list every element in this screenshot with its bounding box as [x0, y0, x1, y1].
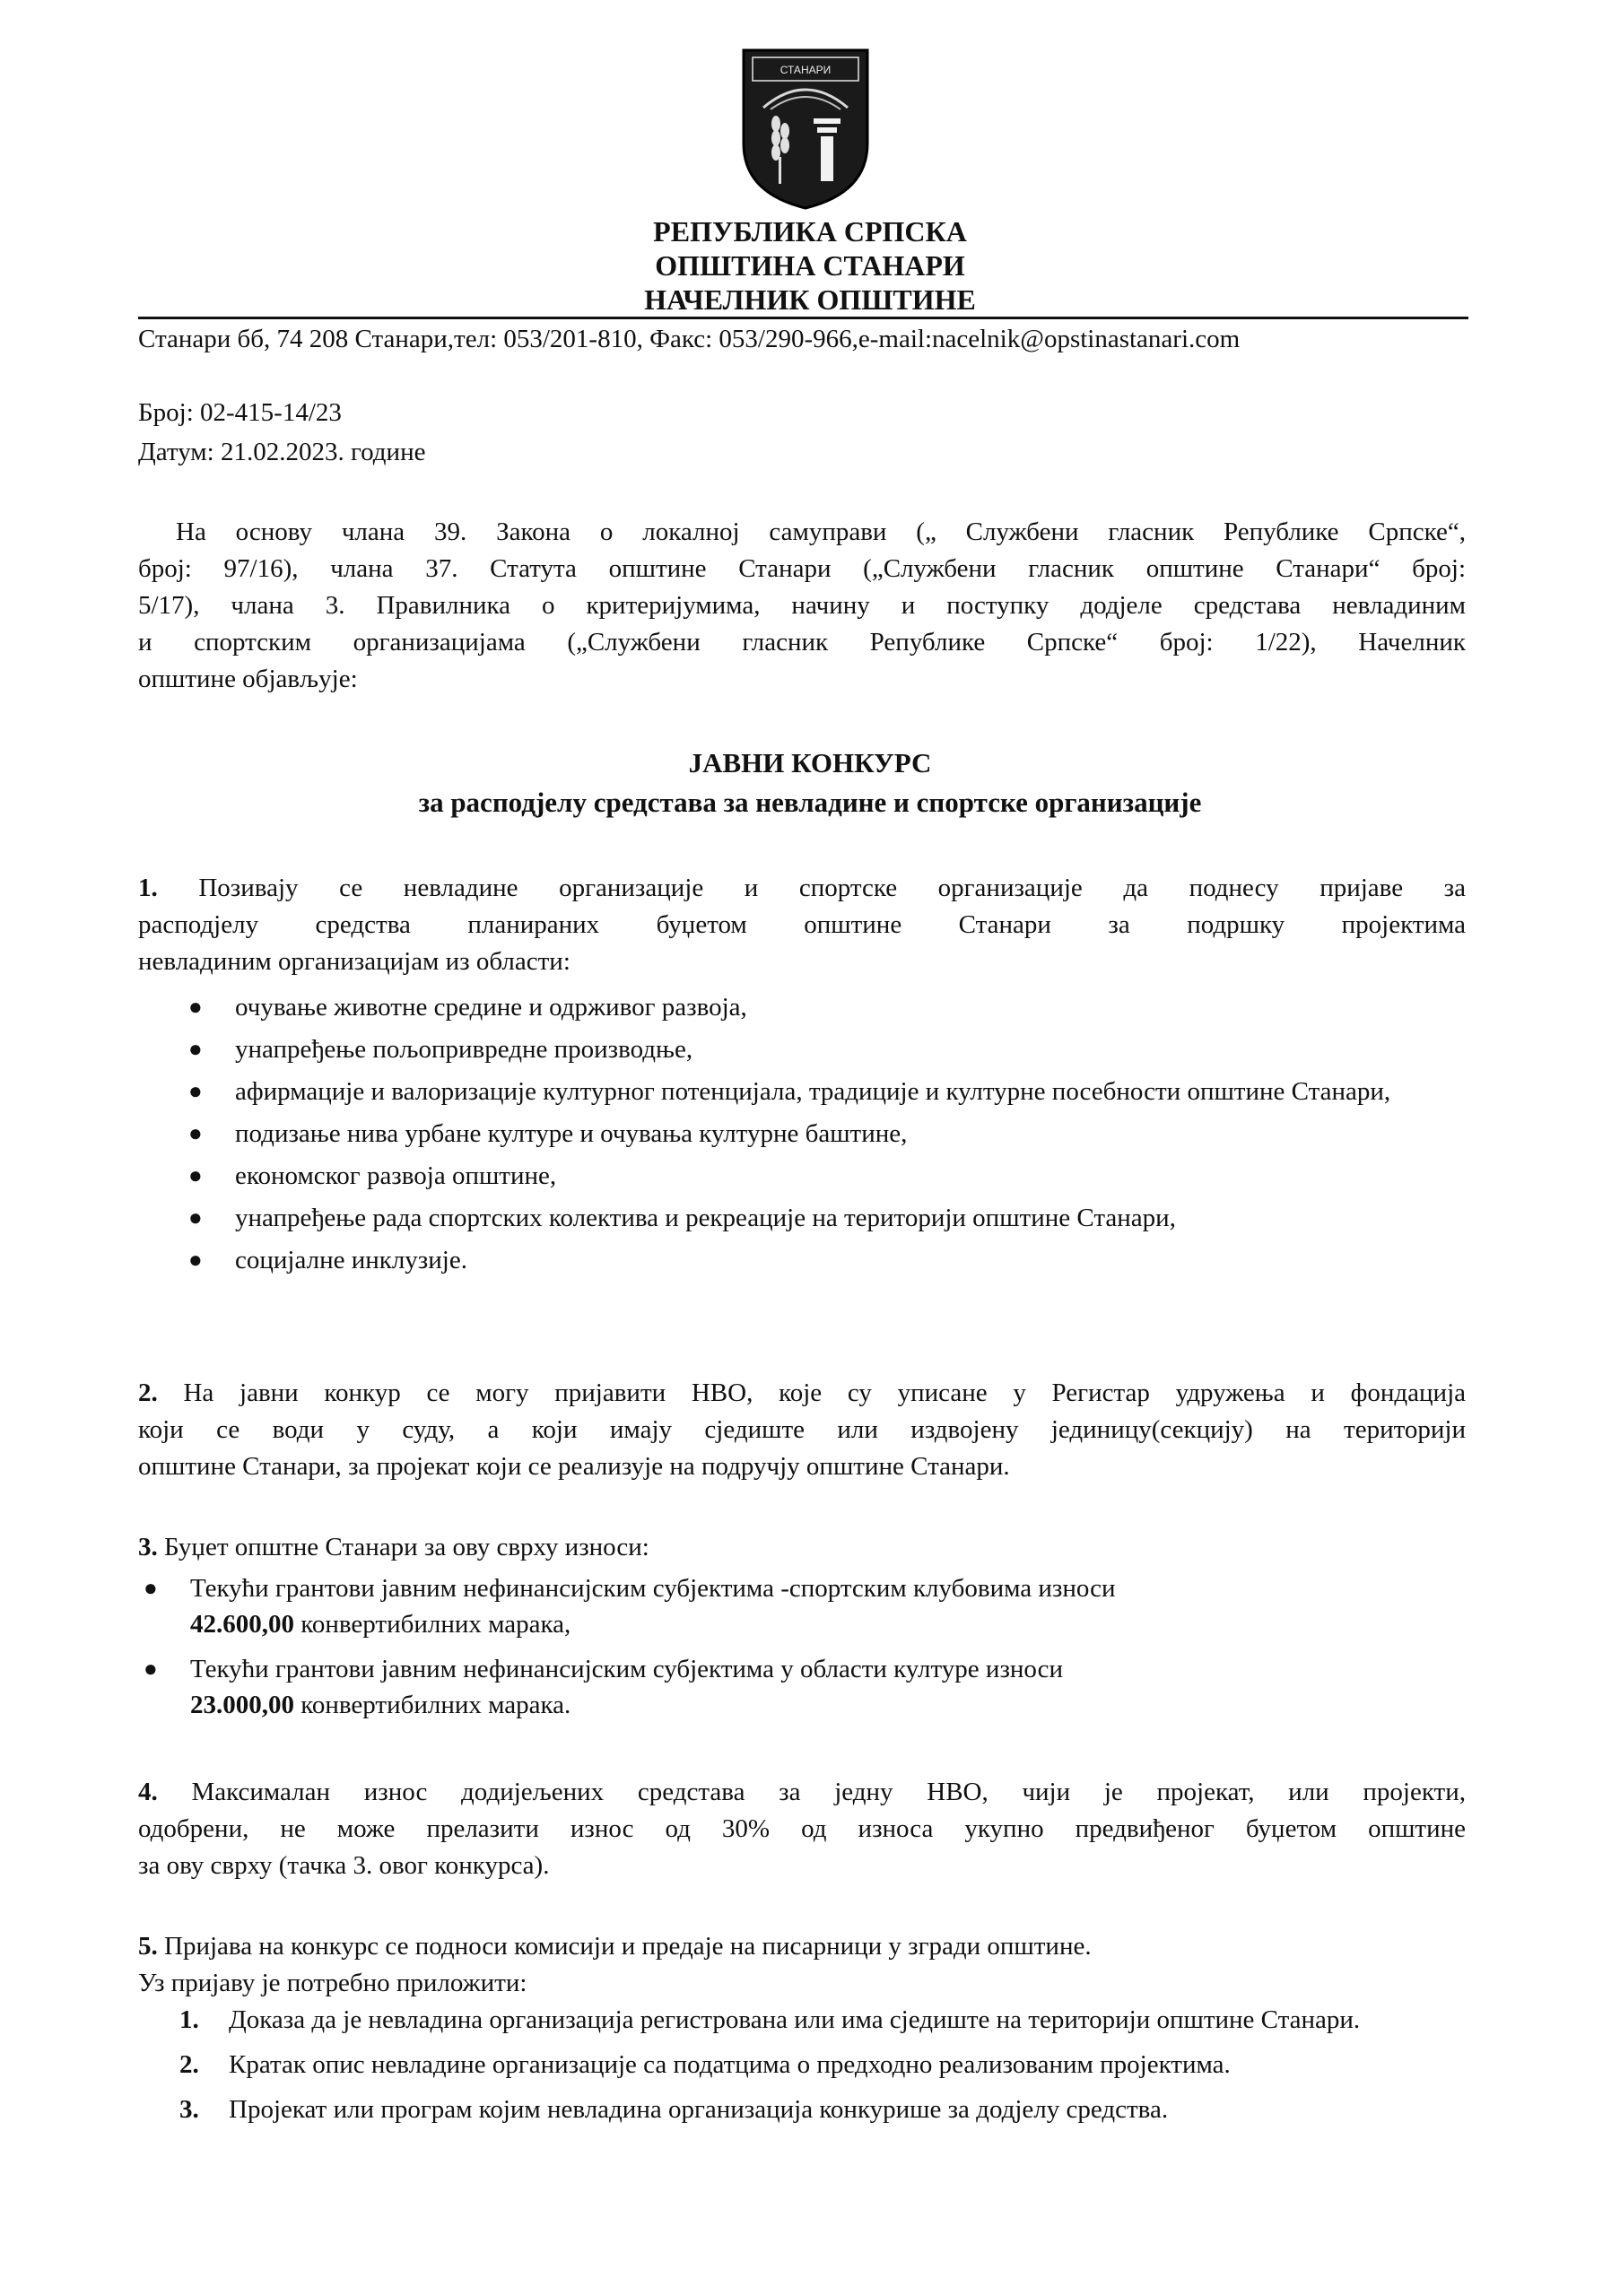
list-item: ● социјалне инклузије. — [188, 1242, 1471, 1278]
budget-amount: 42.600,00 — [190, 1610, 294, 1639]
section-5-number: 5. — [138, 1932, 158, 1961]
section-4-line: одобрени, не може прелазити износ од 30% од износа укупно предвиђеног буџетом општине — [138, 1814, 1466, 1843]
intro-line: број: 97/16), члана 37. Статута општине Станари („Службени гласник општине Станари“ број: — [138, 554, 1466, 583]
bullet-icon: ● — [144, 1575, 158, 1601]
section-3-paragraph — [138, 1529, 1466, 1566]
list-item: ● подизање нива урбане културе и очувања културне баштине, — [188, 1116, 1471, 1152]
list-item: ● афирмације и валоризације културног потенцијала, традиције и културне посебности општине Станари, — [188, 1074, 1471, 1109]
contact-line: Станари бб, 74 208 Станари,тел: 053/201-810, Факс: 053/290-966,e-mail:nacelnik@opstinastanari.com — [138, 325, 1241, 353]
header-office: НАЧЕЛНИК ОПШТИНЕ — [644, 283, 976, 316]
item-number: 3. — [179, 2095, 199, 2124]
section-3-line: 3. Буџет општне Станари за ову сврху износи: — [138, 1533, 649, 1561]
intro-paragraph — [138, 514, 1466, 698]
section-1-line: расподјелу средства планираних буџетом општине Станари за подршку пројектима — [138, 910, 1466, 939]
announcement-subtitle: за расподјелу средстава за невладине и спортске организације — [418, 787, 1202, 818]
section-4-paragraph — [138, 1774, 1466, 1884]
budget-amount: 23.000,00 — [190, 1691, 294, 1719]
item-number: 2. — [179, 2050, 199, 2079]
bullet-icon: ● — [144, 1656, 158, 1682]
section-1-number: 1. — [138, 874, 158, 902]
section-1-line: невладиним организацијам из области: — [138, 947, 570, 976]
header-country: РЕПУБЛИКА СРПСКА — [653, 215, 967, 248]
item-number: 1. — [179, 2005, 199, 2034]
budget-item: ● Текући грантови јавним нефинансијским субјектима у области културе износи 23.000,00 конвертибилних марака. — [144, 1651, 1462, 1723]
section-3-number: 3. — [138, 1533, 158, 1561]
crest-inscription: СТАНАРИ — [780, 64, 832, 76]
section-1-paragraph — [138, 870, 1466, 980]
attachment-item: 2. Кратак опис невладине организације са податцима о предходно реализованим пројектима. — [179, 2047, 1471, 2083]
intro-line: и спортским организацијама („Службени гласник Републике Српске“ број: 1/22), Начелник — [138, 628, 1466, 657]
bullet-icon: ● — [188, 1036, 203, 1062]
list-item: ● унапређење пољопривредне производње, — [188, 1031, 1471, 1067]
section-2-line: 2. На јавни конкур се могу пријавити НВО, које су уписане у Регистар удружења и фондација — [138, 1378, 1466, 1407]
attachment-item: 1. Доказа да је невладина организација регистрована или има сједиште на територији општине Станари. — [179, 2002, 1471, 2038]
list-item: ● економског развоја општине, — [188, 1158, 1471, 1194]
section-4-line: за ову сврху (тачка 3. овог конкурса). — [138, 1851, 550, 1880]
attachment-item: 3. Пројекат или програм којим невладина организација конкурише за додјелу средства. — [179, 2092, 1471, 2127]
intro-line: општине објављује: — [138, 665, 358, 693]
intro-line: На основу члана 39. Закона о локалној самуправи („ Службени гласник Републике Српске“, — [176, 517, 1466, 546]
header-divider — [138, 317, 1468, 319]
announcement-title: ЈАВНИ КОНКУРС — [688, 747, 932, 778]
section-5-line: Уз пријаву је потребно приложити: — [138, 1969, 527, 1997]
bullet-icon: ● — [188, 1205, 203, 1231]
section-4-line: 4. Максималан износ додијељених средстава за једну НВО, чији је пројекат, или пројекти, — [138, 1778, 1467, 1806]
bullet-icon: ● — [188, 1078, 203, 1104]
section-2-number: 2. — [138, 1378, 158, 1407]
budget-item: ● Текући грантови јавним нефинансијским субјектима -спортским клубовима износи 42.600,00 конвертибилних марака, — [144, 1570, 1462, 1642]
section-4-number: 4. — [138, 1778, 158, 1806]
list-item: ● унапређење рада спортских колектива и рекреације на територији општине Станари, — [188, 1200, 1471, 1236]
bullet-icon: ● — [188, 1162, 203, 1188]
bullet-icon: ● — [188, 994, 203, 1020]
section-5-attachments-list — [179, 2002, 1471, 2136]
municipality-crest — [738, 45, 873, 211]
section-2-paragraph — [138, 1375, 1466, 1485]
section-5-line: 5. Пријава на конкурс се подноси комисији и предаје на писарници у згради општине. — [138, 1932, 1092, 1961]
section-5-paragraph — [138, 1928, 1466, 2002]
section-2-line: општине Станари, за пројекат који се реализује на подручју општине Станари. — [138, 1452, 1010, 1481]
document-date: Датум: 21.02.2023. године — [138, 438, 426, 466]
section-1-line: 1. Позивају се невладине организације и спортске организације да поднесу пријаве за — [138, 874, 1466, 902]
section-1-area-list — [188, 989, 1471, 1284]
list-item: ● очување животне средине и одрживог развоја, — [188, 989, 1471, 1025]
intro-line: 5/17), члана 3. Правилника о критеријумима, начину и поступку додјеле средстава невладиним — [138, 591, 1466, 620]
section-2-line: који се води у суду, а који имају сједиште или издвојену јединицу(секцију) на територији — [138, 1415, 1466, 1444]
bullet-icon: ● — [188, 1247, 203, 1273]
bullet-icon: ● — [188, 1120, 203, 1146]
header-municipality: ОПШТИНА СТАНАРИ — [655, 249, 965, 282]
document-number: Број: 02-415-14/23 — [138, 398, 342, 427]
section-3-budget-list — [144, 1570, 1462, 1732]
